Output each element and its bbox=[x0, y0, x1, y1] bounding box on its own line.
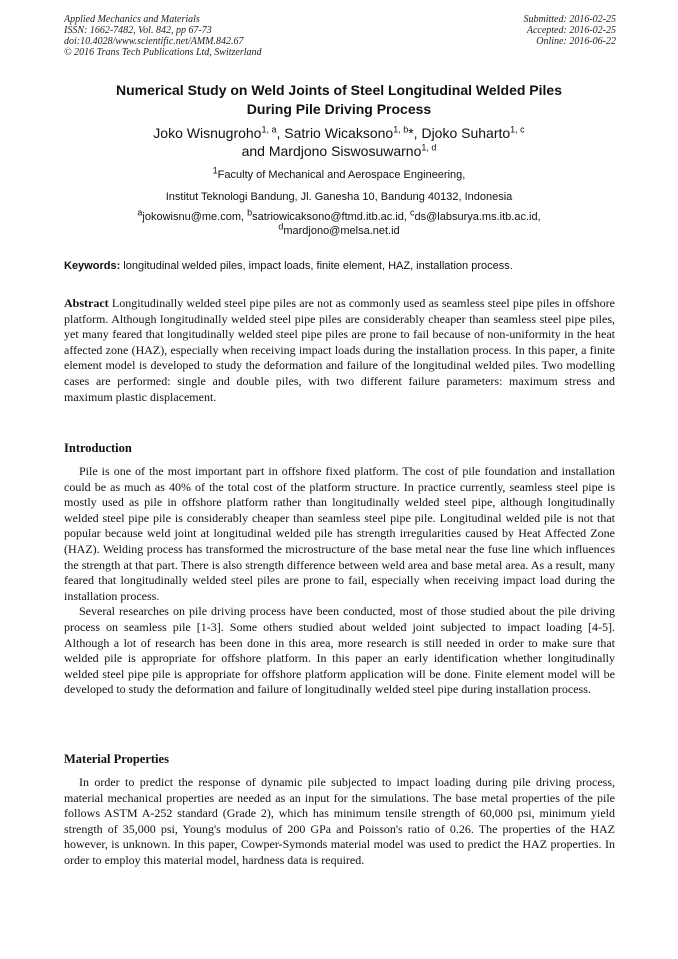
keywords-label: Keywords: bbox=[64, 260, 121, 272]
title-line-1: Numerical Study on Weld Joints of Steel Longitudinal Welded Piles bbox=[116, 82, 562, 98]
author-4: Mardjono Siswosuwarno bbox=[268, 143, 422, 159]
affiliation-line-2: Institut Teknologi Bandung, Jl. Ganesha 10, Bandung 40132, Indonesia bbox=[165, 191, 513, 203]
keywords-text: longitudinal welded piles, impact loads, finite element, HAZ, installation process. bbox=[120, 260, 513, 272]
abstract-label: Abstract bbox=[64, 296, 109, 310]
author-3: Djoko Suharto bbox=[421, 125, 511, 141]
author-2-sup: 1, b bbox=[393, 124, 409, 135]
online-date: Online: 2016-06-22 bbox=[536, 36, 616, 47]
email-b[interactable]: satriowicaksono@ftmd.itb.ac.id, bbox=[252, 211, 411, 223]
abstract bbox=[64, 296, 615, 405]
introduction-paragraph-1: Pile is one of the most important part in offshore fixed platform. The cost of pile foundation and installation could be as much as 40% of the total cost of the platform structure. In practice currently, seamless steel pipe is mostly used as pile in offshore platform rather than longitudinally welded steel pipe, although longitudinally welded steel pipe pile is considerably cheaper than seamless steel pipe pile. Longitudinal welded pile is not that popular because weld joint at longitudinal welded pile has strength irregularities caused by Heat Affected Zone (HAZ). Welding process has transformed the microstructure of the base metal near the fuse line which influences the strength at that part. There is also strength difference between weld area and base metal area. As a result, many feared that longitudinally welded steel piles are prone to fail, especially when receiving impact load during the installation process. bbox=[64, 464, 615, 603]
section-heading-introduction: Introduction bbox=[64, 441, 132, 455]
email-list bbox=[40, 207, 638, 238]
affiliation-line-1: $^1$Faculty of Mechanical and Aerospace Engineering, bbox=[212, 165, 466, 181]
keywords bbox=[64, 259, 616, 274]
accepted-date: Accepted: 2016-02-25 bbox=[526, 25, 616, 36]
author-2: Satrio Wicaksono bbox=[284, 125, 394, 141]
material-properties-body bbox=[64, 775, 615, 869]
abstract-text: Longitudinally welded steel pipe piles are not as commonly used as seamless steel pipe piles in offshore platform. Although longitudinally welded steel pipe piles are considerably cheaper than seamless steel pipe piles, yet many feared that longitudinally welded steel pipe piles are prone to fail because of non-uniformity in the heat affected zone (HAZ), especially when receiving impact loads during the installation process. In this paper, a finite element model is developed to study the deformation and failure of the longitudinal welded piles. Two modelling cases are performed: single and double piles, with two different failure parameters: maximum stress and maximum plastic displacement. bbox=[64, 296, 615, 404]
email-d[interactable]: mardjono@melsa.net.id bbox=[283, 225, 400, 237]
section-heading-material-properties: Material Properties bbox=[64, 752, 169, 766]
author-line-2 bbox=[40, 142, 638, 160]
author-2-corresponding: *, bbox=[408, 125, 422, 141]
journal-info bbox=[64, 14, 262, 58]
submitted-date: Submitted: 2016-02-25 bbox=[523, 14, 616, 25]
email-a[interactable]: jokowisnu@me.com, bbox=[142, 211, 248, 223]
journal-issn: ISSN: 1662-7482, Vol. 842, pp 67-73 bbox=[64, 25, 212, 36]
paper-title bbox=[40, 81, 638, 119]
journal-name: Applied Mechanics and Materials bbox=[64, 14, 200, 25]
author-3-sup: 1, c bbox=[510, 124, 525, 135]
submission-dates bbox=[524, 14, 617, 47]
author-and: and bbox=[241, 143, 269, 159]
author-1-sup: 1, a bbox=[261, 124, 277, 135]
email-line-2: $^d$mardjono@melsa.net.id bbox=[278, 221, 400, 237]
author-list bbox=[40, 124, 638, 160]
author-4-sup: 1, d bbox=[421, 142, 437, 153]
author-1: Joko Wisnugroho bbox=[153, 125, 262, 141]
introduction-body bbox=[64, 464, 615, 698]
introduction-paragraph-2: Several researches on pile driving process have been conducted, most of those studied about the pile driving process on seamless pile [1-3]. Some others studied about welded joint subjected to impact loading [4-5]. Although a lot of research has been done in this area, more research is still needed in order to make sure that welded pile is appropriate for offshore platform. In this paper an early identification whether longitudinally welded steel pipe pile is appropriate for offshore platform application will be done. Finite element model will be developed to study the deformation and failure of longitudinally welded steel pipe during installation process. bbox=[64, 604, 615, 697]
journal-copyright: © 2016 Trans Tech Publications Ltd, Switzerland bbox=[64, 47, 262, 58]
affiliation-sup: 1 bbox=[212, 165, 218, 176]
journal-doi[interactable]: doi:10.4028/www.scientific.net/AMM.842.67 bbox=[64, 36, 244, 47]
email-c[interactable]: ds@labsurya.ms.itb.ac.id, bbox=[414, 211, 541, 223]
title-line-2: During Pile Driving Process bbox=[246, 101, 432, 117]
email-line-1: $^a$jokowisnu@me.com, $^b$satriowicaksono@ftmd.itb.ac.id, $^c$ds@labsurya.ms.itb.ac.id, bbox=[137, 207, 541, 223]
author-line-1 bbox=[40, 124, 638, 142]
material-paragraph-1: In order to predict the response of dynamic pile subjected to impact loading during pile driving process, material mechanical properties are needed as an input for the simulations. The base metal properties of the pile follows ASTM A-252 standard (Grade 2), which has minimum tensile strength of 60,000 psi, minimum yield strength of 35,000 psi, Young's modulus of 200 GPa and Poisson's ratio of 0.26. The properties of the HAZ however, is unknown. In this paper, Cowper-Symonds material model was used to predict the HAZ properties. In order to employ this material model, hardness data is required. bbox=[64, 775, 615, 867]
author-sep: , bbox=[276, 125, 285, 141]
